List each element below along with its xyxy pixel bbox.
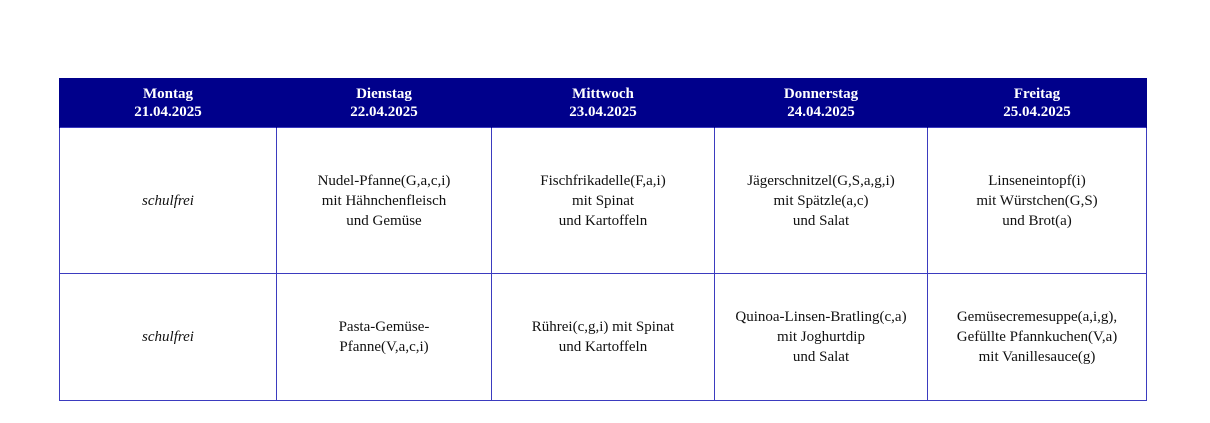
meal-cell-tuesday (277, 274, 492, 401)
day-name: Dienstag (356, 86, 412, 102)
menu-header (60, 79, 1147, 128)
day-name: Freitag (1013, 86, 1061, 102)
meal-line: Pasta-Gemüse- (338, 319, 430, 335)
meal-line: Jägerschnitzel(G,S,a,g,i) (747, 172, 895, 189)
weekly-menu-table (59, 78, 1147, 401)
meal-line: und Kartoffeln (558, 339, 648, 355)
meal-line: schulfrei (142, 329, 194, 345)
meal-line: mit Hähnchenfleisch (321, 192, 447, 209)
meal-cell-monday (60, 128, 277, 274)
meal-line: Fischfrikadelle(F,a,i) (540, 172, 666, 189)
day-name: Mittwoch (572, 86, 634, 102)
meal-line: Pfanne(V,a,c,i) (339, 339, 429, 355)
day-header-thursday (715, 79, 928, 128)
day-date: 25.04.2025 (1003, 104, 1071, 120)
meal-line: Gemüsecremesuppe(a,i,g), (956, 309, 1118, 325)
meal-cell-tuesday (277, 128, 492, 274)
meal-line: mit Spätzle(a,c) (773, 192, 869, 209)
meal-line: mit Spinat (571, 192, 635, 209)
day-name: Donnerstag (783, 86, 859, 102)
meal-line: und Gemüse (346, 212, 422, 229)
day-date: 22.04.2025 (350, 104, 418, 120)
meal-cell-monday (60, 274, 277, 401)
menu-body (60, 128, 1147, 401)
meal-line: mit Würstchen(G,S) (976, 192, 1098, 209)
day-name: Montag (143, 86, 193, 102)
day-header-wednesday (492, 79, 715, 128)
meal-line: Nudel-Pfanne(G,a,c,i) (317, 172, 451, 189)
meal-line: und Salat (792, 212, 850, 229)
meal-cell-friday (928, 128, 1147, 274)
meal-cell-friday (928, 274, 1147, 401)
header-row (60, 79, 1147, 128)
menu-row-2 (60, 274, 1147, 401)
meal-cell-wednesday (492, 128, 715, 274)
meal-cell-thursday (715, 128, 928, 274)
day-header-monday (60, 79, 277, 128)
meal-line: mit Joghurtdip (777, 329, 865, 345)
day-header-friday (928, 79, 1147, 128)
meal-line: und Brot(a) (1002, 212, 1072, 229)
meal-line: mit Vanillesauce(g) (978, 349, 1096, 365)
meal-line: und Salat (792, 349, 850, 365)
day-date: 23.04.2025 (569, 104, 637, 120)
menu-row-1 (60, 128, 1147, 274)
day-header-tuesday (277, 79, 492, 128)
meal-cell-thursday (715, 274, 928, 401)
meal-line: Gefüllte Pfannkuchen(V,a) (956, 329, 1118, 345)
meal-line: und Kartoffeln (558, 212, 648, 229)
meal-line: Rührei(c,g,i) mit Spinat (531, 319, 675, 335)
meal-line: Linseneintopf(i) (988, 172, 1086, 189)
meal-line: Quinoa-Linsen-Bratling(c,a) (735, 309, 907, 325)
meal-line: schulfrei (142, 192, 194, 209)
day-date: 21.04.2025 (134, 104, 202, 120)
meal-cell-wednesday (492, 274, 715, 401)
day-date: 24.04.2025 (787, 104, 855, 120)
